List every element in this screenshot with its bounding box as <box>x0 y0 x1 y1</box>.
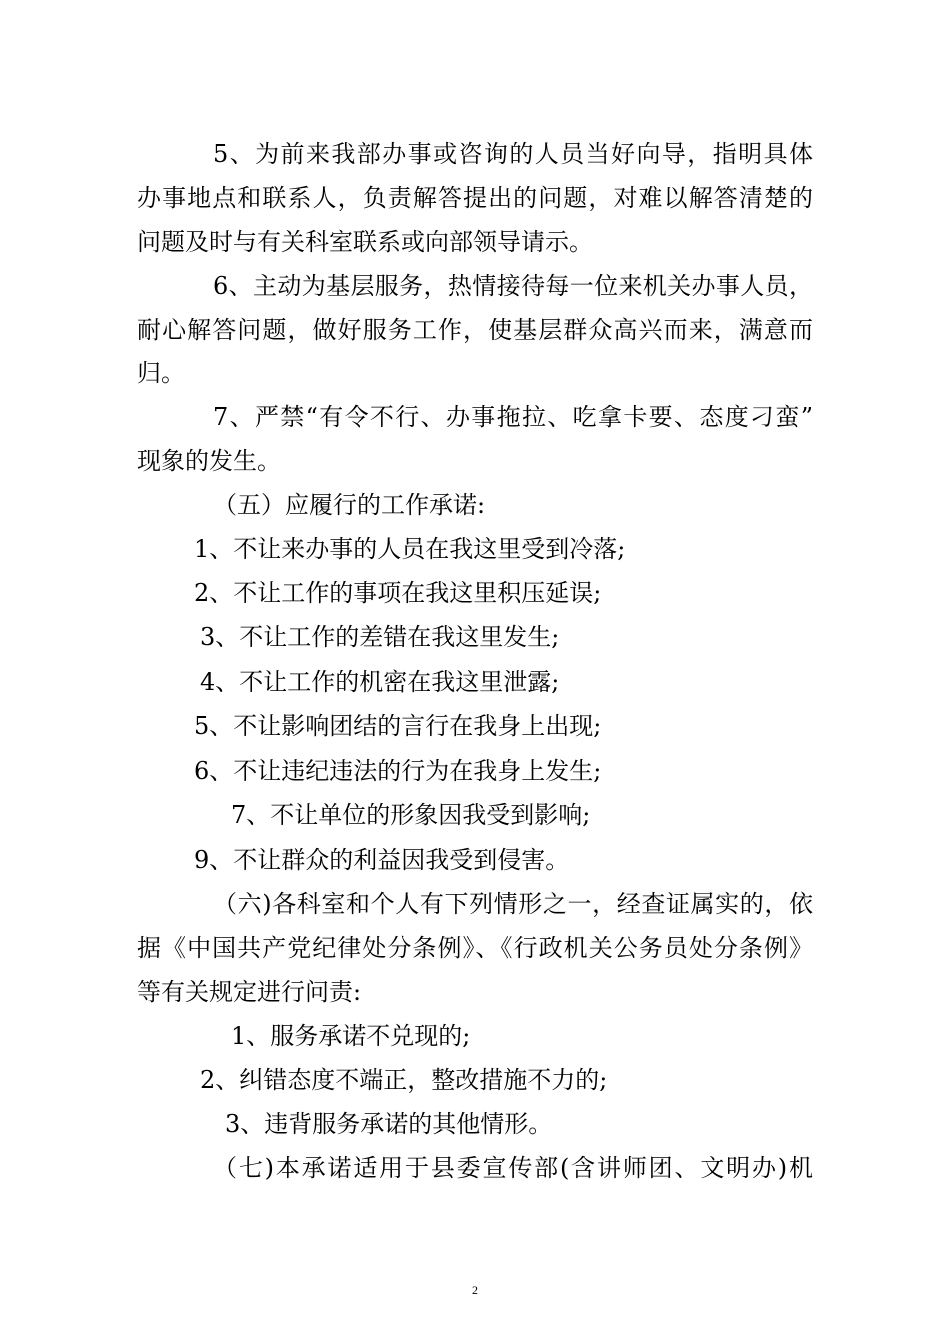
text-line: 办事地点和联系人，负责解答提出的问题，对难以解答清楚的 <box>137 184 813 212</box>
text-line: 归。 <box>137 359 185 387</box>
page-number: 2 <box>472 1283 478 1297</box>
list-item: 1、服务承诺不兑现的; <box>231 1022 471 1050</box>
list-item: 4、不让工作的机密在我这里泄露; <box>200 668 560 696</box>
text-line: （六)各科室和个人有下列情形之一，经查证属实的，依 <box>213 890 813 918</box>
text-line: 7、严禁“有令不行、办事拖拉、吃拿卡要、态度刁蛮” <box>213 403 813 431</box>
list-item: 2、纠错态度不端正，整改措施不力的; <box>200 1066 608 1094</box>
text-line: 6、主动为基层服务，热情接待每一位来机关办事人员， <box>213 272 813 300</box>
text-line: 等有关规定进行问责: <box>137 978 362 1006</box>
text-line: 问题及时与有关科室联系或向部领导请示。 <box>137 228 593 256</box>
list-item: 6、不让违纪违法的行为在我身上发生; <box>194 757 602 785</box>
list-item: 5、不让影响团结的言行在我身上出现; <box>194 712 602 740</box>
section-heading: （五）应履行的工作承诺: <box>213 491 486 519</box>
text-line: （七)本承诺适用于县委宣传部(含讲师团、文明办)机 <box>213 1154 813 1182</box>
list-item: 2、不让工作的事项在我这里积压延误; <box>194 579 602 607</box>
list-item: 9、不让群众的利益因我受到侵害。 <box>194 846 570 874</box>
text-line: 5、为前来我部办事或咨询的人员当好向导，指明具体 <box>213 140 813 168</box>
list-item: 7、不让单位的形象因我受到影响; <box>231 801 591 829</box>
text-line: 耐心解答问题，做好服务工作，使基层群众高兴而来，满意而 <box>137 316 813 344</box>
text-line: 现象的发生。 <box>137 447 281 475</box>
text-line: 据《中国共产党纪律处分条例》、《行政机关公务员处分条例》 <box>137 934 813 962</box>
list-item: 1、不让来办事的人员在我这里受到冷落; <box>194 535 626 563</box>
list-item: 3、违背服务承诺的其他情形。 <box>225 1110 553 1138</box>
list-item: 3、不让工作的差错在我这里发生; <box>200 623 560 651</box>
